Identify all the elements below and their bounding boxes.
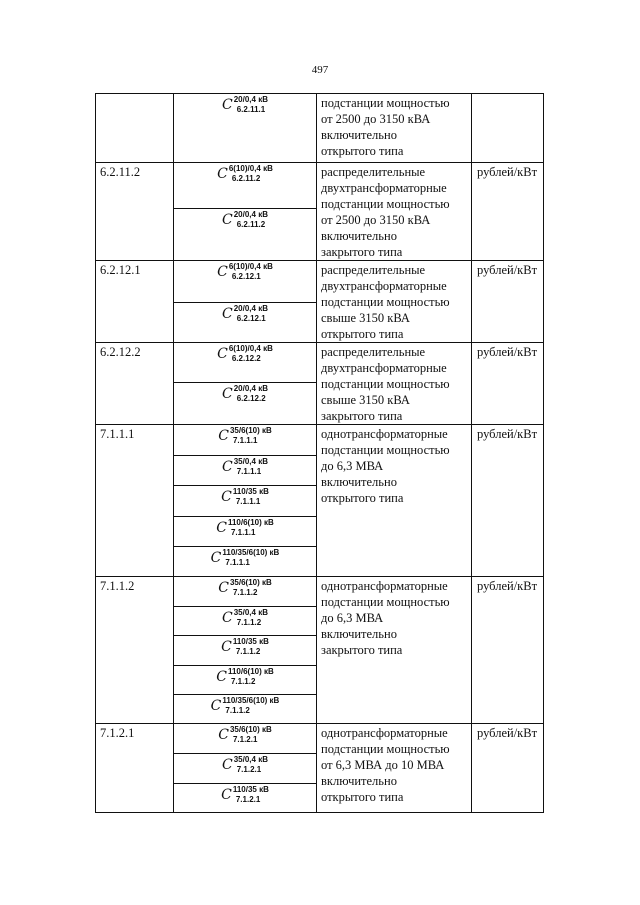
code-subscript: 7.1.1.2 <box>235 647 261 657</box>
rate-symbol-scripts <box>234 458 268 476</box>
rate-symbol-cell <box>174 577 317 724</box>
rate-symbol-formula <box>222 94 268 114</box>
rate-symbol <box>174 694 316 723</box>
rate-symbol <box>174 425 316 455</box>
description-line: включительно <box>321 229 397 243</box>
item-code: 6.2.12.2 <box>100 345 141 359</box>
rate-symbol <box>174 163 316 208</box>
description-line: открытого типа <box>321 790 404 804</box>
rate-symbol-formula <box>216 666 274 686</box>
rate-symbol-cell <box>174 425 317 577</box>
rate-symbol-formula <box>222 754 268 774</box>
description <box>317 343 471 424</box>
code-subscript: 6.2.12.1 <box>236 313 266 323</box>
description-line: от 6,3 МВА до 10 МВА <box>321 758 445 772</box>
description-line: свыше 3150 кВА <box>321 393 410 407</box>
table-row <box>96 163 544 261</box>
code-subscript: 7.1.1.1 <box>230 527 256 537</box>
rate-symbol-scripts <box>233 638 269 656</box>
voltage-superscript: 35/6(10) кВ <box>229 725 272 734</box>
unit: рублей/кВт <box>477 263 538 277</box>
unit: рублей/кВт <box>477 165 538 179</box>
rate-symbol-formula <box>218 577 272 597</box>
code-subscript: 6.2.11.2 <box>231 174 261 183</box>
description-cell <box>317 94 472 163</box>
rate-symbol <box>174 343 316 382</box>
rate-symbol-list <box>174 724 316 812</box>
code-subscript: 7.1.1.1 <box>236 467 262 477</box>
rate-symbol-formula <box>217 163 273 183</box>
description-line: подстанции мощностью <box>321 96 450 110</box>
rate-symbol-formula <box>218 425 272 445</box>
description-line: открытого типа <box>321 327 404 341</box>
voltage-superscript: 6(10)/0,4 кВ <box>228 262 273 271</box>
rate-symbol-formula <box>222 456 268 476</box>
rate-symbol <box>174 516 316 546</box>
voltage-superscript: 35/0,4 кВ <box>233 457 268 467</box>
rate-symbol-letter: C <box>221 786 232 803</box>
voltage-superscript: 110/6(10) кВ <box>227 666 274 676</box>
rate-symbol-letter: C <box>222 97 233 113</box>
description <box>317 577 471 658</box>
rate-symbol <box>174 753 316 782</box>
code-subscript: 7.1.1.2 <box>225 705 250 715</box>
rate-symbol-formula <box>222 303 268 323</box>
voltage-superscript: 110/35/6(10) кВ <box>222 695 280 705</box>
rate-symbol-letter: C <box>216 519 227 536</box>
code-subscript: 7.1.1.1 <box>232 436 258 445</box>
description-line: до 6,3 МВА <box>321 459 384 473</box>
item-code-cell <box>96 425 174 577</box>
description-line: однотрансформаторные <box>321 579 448 593</box>
rate-symbol-formula <box>221 784 269 804</box>
unit <box>472 94 543 95</box>
description-line: подстанции мощностью <box>321 443 450 457</box>
description <box>317 724 471 805</box>
rate-symbol <box>174 546 316 576</box>
rate-symbol-letter: C <box>210 697 222 714</box>
code-subscript: 7.1.1.1 <box>225 557 250 567</box>
rate-symbol-cell <box>174 343 317 425</box>
rate-symbol-scripts <box>234 211 268 229</box>
rate-symbol-letter: C <box>217 346 228 362</box>
voltage-superscript: 110/6(10) кВ <box>227 517 274 527</box>
rate-symbol <box>174 577 316 606</box>
rate-symbol-formula <box>221 636 269 656</box>
rate-symbol-letter: C <box>217 264 228 280</box>
rate-symbol-cell <box>174 163 317 261</box>
voltage-superscript: 6(10)/0,4 кВ <box>228 164 273 173</box>
voltage-superscript: 110/35 кВ <box>232 784 269 794</box>
rate-symbol-letter: C <box>210 549 222 566</box>
description-line: двухтрансформаторные <box>321 361 447 375</box>
rate-symbol-list <box>174 343 316 421</box>
table-row <box>96 94 544 163</box>
rate-symbol-scripts <box>230 579 272 597</box>
voltage-superscript: 20/0,4 кВ <box>233 384 268 393</box>
rate-symbol-scripts <box>234 756 268 774</box>
description-cell <box>317 261 472 343</box>
rate-symbol-scripts <box>230 726 272 744</box>
item-code-cell <box>96 724 174 813</box>
description-line: включительно <box>321 627 397 641</box>
rate-symbol <box>174 485 316 515</box>
unit-cell <box>472 724 544 813</box>
rate-symbol-scripts <box>230 427 272 445</box>
description-line: распределительные <box>321 263 426 277</box>
unit-cell <box>472 94 544 163</box>
unit: рублей/кВт <box>477 579 538 593</box>
description <box>317 261 471 342</box>
description-line: распределительные <box>321 165 426 179</box>
rate-symbol-letter: C <box>218 727 229 743</box>
rate-symbol-letter: C <box>218 428 229 444</box>
rate-symbol-scripts <box>222 697 279 715</box>
rate-symbol-formula <box>216 517 274 537</box>
table-row <box>96 724 544 813</box>
rate-symbol-scripts <box>229 165 273 183</box>
rate-symbol-formula <box>217 261 273 281</box>
rate-symbol-scripts <box>228 668 274 686</box>
description-line: открытого типа <box>321 491 404 505</box>
item-code-cell <box>96 577 174 724</box>
rate-symbol <box>174 302 316 343</box>
table-row <box>96 261 544 343</box>
rate-symbol <box>174 635 316 664</box>
code-subscript: 7.1.1.2 <box>236 618 262 628</box>
voltage-superscript: 35/6(10) кВ <box>229 426 272 435</box>
rate-symbol-scripts <box>229 345 273 363</box>
description-line: свыше 3150 кВА <box>321 311 410 325</box>
table-row <box>96 343 544 425</box>
description-line: включительно <box>321 475 397 489</box>
description <box>317 94 471 159</box>
description-cell <box>317 724 472 813</box>
rate-symbol-formula <box>221 486 269 506</box>
voltage-superscript: 35/0,4 кВ <box>233 608 268 618</box>
unit-cell <box>472 261 544 343</box>
rate-symbol-letter: C <box>222 757 233 774</box>
description-line: подстанции мощностью <box>321 197 450 211</box>
code-subscript: 6.2.11.2 <box>236 220 266 229</box>
unit-cell <box>472 577 544 724</box>
description-line: подстанции мощностью <box>321 595 450 609</box>
voltage-superscript: 20/0,4 кВ <box>233 210 268 219</box>
rate-symbol-list <box>174 94 316 162</box>
table-row <box>96 577 544 724</box>
code-subscript: 7.1.1.2 <box>232 588 258 597</box>
rate-symbol-scripts <box>228 519 274 537</box>
item-code-cell <box>96 261 174 343</box>
description-line: двухтрансформаторные <box>321 181 447 195</box>
description-line: от 2500 до 3150 кВА <box>321 213 431 227</box>
rate-symbol-cell <box>174 94 317 163</box>
description-line: закрытого типа <box>321 409 403 423</box>
rate-symbol-letter: C <box>222 305 233 322</box>
voltage-superscript: 35/0,4 кВ <box>233 755 268 765</box>
code-subscript: 7.1.2.1 <box>235 794 261 804</box>
voltage-superscript: 110/35/6(10) кВ <box>222 547 280 557</box>
description-line: однотрансформаторные <box>321 427 448 441</box>
description-line: от 2500 до 3150 кВА <box>321 112 431 126</box>
description-line: закрытого типа <box>321 245 403 259</box>
rate-symbol <box>174 94 316 162</box>
rate-symbol-formula <box>222 209 268 229</box>
item-code: 7.1.2.1 <box>100 726 135 740</box>
description-line: двухтрансформаторные <box>321 279 447 293</box>
tariff-table <box>95 93 544 813</box>
voltage-superscript: 6(10)/0,4 кВ <box>228 344 273 353</box>
table-row <box>96 425 544 577</box>
rate-symbol <box>174 665 316 694</box>
unit: рублей/кВт <box>477 427 538 441</box>
unit-cell <box>472 425 544 577</box>
rate-symbol-cell <box>174 261 317 343</box>
item-code: 7.1.1.2 <box>100 579 135 593</box>
rate-symbol-scripts <box>234 305 268 323</box>
rate-symbol-letter: C <box>221 489 232 506</box>
description-line: до 6,3 МВА <box>321 611 384 625</box>
rate-symbol-letter: C <box>218 580 229 596</box>
code-subscript: 6.2.11.1 <box>236 105 266 114</box>
rate-symbol-letter: C <box>222 386 233 402</box>
voltage-superscript: 110/35 кВ <box>232 487 269 497</box>
rate-symbol-scripts <box>222 549 279 567</box>
description-line: открытого типа <box>321 144 404 158</box>
description-line: закрытого типа <box>321 643 403 657</box>
rate-symbol-scripts <box>234 609 268 627</box>
rate-symbol-letter: C <box>216 668 227 685</box>
description-cell <box>317 163 472 261</box>
description <box>317 425 471 506</box>
description-cell <box>317 343 472 425</box>
rate-symbol-scripts <box>233 786 269 804</box>
table-body <box>96 94 544 813</box>
rate-symbol-formula <box>222 383 268 403</box>
description-line: включительно <box>321 128 397 142</box>
rate-symbol <box>174 261 316 302</box>
code-subscript: 6.2.12.2 <box>236 394 266 403</box>
rate-symbol-formula <box>211 695 280 715</box>
rate-symbol-letter: C <box>217 166 228 182</box>
rate-symbol-list <box>174 261 316 342</box>
rate-symbol-letter: C <box>222 459 233 476</box>
description-cell <box>317 577 472 724</box>
rate-symbol <box>174 606 316 635</box>
code-subscript: 7.1.1.2 <box>230 676 256 686</box>
unit: рублей/кВт <box>477 345 538 359</box>
unit-cell <box>472 343 544 425</box>
description <box>317 163 471 260</box>
code-subscript: 7.1.1.1 <box>235 497 261 507</box>
description-line: подстанции мощностью <box>321 377 450 391</box>
rate-symbol-scripts <box>234 96 268 114</box>
rate-symbol <box>174 455 316 485</box>
rate-symbol <box>174 382 316 421</box>
voltage-superscript: 20/0,4 кВ <box>233 303 268 313</box>
rate-symbol-letter: C <box>221 639 232 656</box>
description-line: подстанции мощностью <box>321 295 450 309</box>
rate-symbol-letter: C <box>222 610 233 627</box>
unit-cell <box>472 163 544 261</box>
rate-symbol-list <box>174 577 316 723</box>
rate-symbol <box>174 208 316 253</box>
item-code <box>96 94 173 96</box>
voltage-superscript: 20/0,4 кВ <box>233 95 268 104</box>
rate-symbol-formula <box>217 343 273 363</box>
code-subscript: 6.2.12.1 <box>231 272 261 281</box>
rate-symbol-formula <box>218 724 272 744</box>
voltage-superscript: 110/35 кВ <box>232 637 269 647</box>
rate-symbol-scripts <box>233 488 269 506</box>
rate-symbol-list <box>174 425 316 576</box>
item-code-cell <box>96 94 174 163</box>
item-code-cell <box>96 163 174 261</box>
rate-symbol <box>174 724 316 753</box>
rate-symbol-list <box>174 163 316 253</box>
item-code-cell <box>96 343 174 425</box>
unit: рублей/кВт <box>477 726 538 740</box>
rate-symbol-scripts <box>229 263 273 281</box>
item-code: 7.1.1.1 <box>100 427 135 441</box>
rate-symbol-formula <box>211 547 280 567</box>
code-subscript: 7.1.2.1 <box>232 735 258 744</box>
rate-symbol-formula <box>222 607 268 627</box>
description-line: однотрансформаторные <box>321 726 448 740</box>
description-line: распределительные <box>321 345 426 359</box>
rate-symbol-scripts <box>234 385 268 403</box>
item-code: 6.2.11.2 <box>100 165 141 179</box>
code-subscript: 7.1.2.1 <box>236 765 262 775</box>
rate-symbol-letter: C <box>222 212 233 228</box>
description-line: подстанции мощностью <box>321 742 450 756</box>
voltage-superscript: 35/6(10) кВ <box>229 578 272 587</box>
rate-symbol <box>174 783 316 812</box>
description-line: включительно <box>321 774 397 788</box>
description-cell <box>317 425 472 577</box>
rate-symbol-cell <box>174 724 317 813</box>
code-subscript: 6.2.12.2 <box>231 354 261 363</box>
item-code: 6.2.12.1 <box>100 263 141 277</box>
page-number: 497 <box>311 64 329 76</box>
